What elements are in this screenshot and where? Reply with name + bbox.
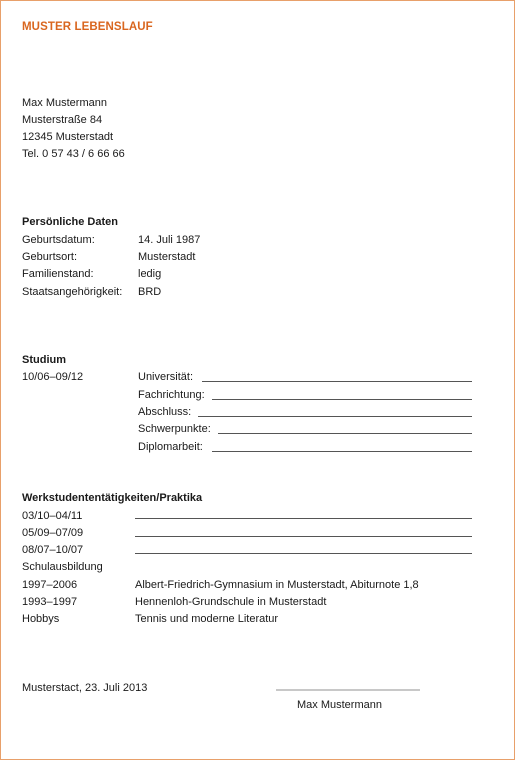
hobbys-text: Tennis und moderne Literatur bbox=[135, 613, 279, 625]
schule-text: Hennenloh-Grundschule in Musterstadt bbox=[135, 596, 327, 608]
praktika-heading: Werkstudententätigkeiten/Praktika bbox=[22, 492, 203, 504]
studium-period: 10/06–09/12 bbox=[22, 371, 84, 383]
fill-in-line bbox=[135, 518, 472, 519]
studium-field-label: Universität: bbox=[138, 371, 194, 383]
personal-label: Geburtsort: bbox=[22, 251, 78, 263]
fill-in-line bbox=[212, 399, 472, 400]
personal-heading: Persönliche Daten bbox=[22, 216, 118, 228]
schule-period: 1997–2006 bbox=[22, 579, 78, 591]
address-name: Max Mustermann bbox=[22, 97, 107, 109]
praktika-period: 03/10–04/11 bbox=[22, 510, 83, 522]
personal-value: ledig bbox=[138, 268, 162, 280]
hobbys-label: Hobbys bbox=[22, 613, 60, 625]
studium-field-label: Schwerpunkte: bbox=[138, 423, 211, 435]
fill-in-line bbox=[202, 381, 472, 382]
studium-field-label: Abschluss: bbox=[138, 406, 192, 418]
schule-heading: Schulausbildung bbox=[22, 561, 103, 573]
praktika-period: 05/09–07/09 bbox=[22, 527, 84, 539]
personal-label: Geburtsdatum: bbox=[22, 234, 95, 246]
fill-in-line bbox=[135, 536, 472, 537]
document-title: MUSTER LEBENSLAUF bbox=[22, 21, 153, 33]
address-city: 12345 Musterstadt bbox=[22, 131, 114, 143]
studium-heading: Studium bbox=[22, 354, 66, 366]
personal-value: Musterstadt bbox=[138, 251, 196, 263]
address-street: Musterstraße 84 bbox=[22, 114, 103, 126]
fill-in-line bbox=[218, 433, 472, 434]
signature-line bbox=[276, 689, 420, 691]
studium-field-label: Diplomarbeit: bbox=[138, 441, 203, 453]
schule-period: 1993–1997 bbox=[22, 596, 78, 608]
signature-name: Max Mustermann bbox=[297, 699, 382, 711]
personal-value: 14. Juli 1987 bbox=[138, 234, 201, 246]
personal-label: Familienstand: bbox=[22, 268, 94, 280]
personal-label: Staatsangehörigkeit: bbox=[22, 286, 123, 298]
address-phone: Tel. 0 57 43 / 6 66 66 bbox=[22, 148, 125, 160]
fill-in-line bbox=[212, 451, 472, 452]
studium-field-label: Fachrichtung: bbox=[138, 389, 205, 401]
praktika-period: 08/07–10/07 bbox=[22, 544, 84, 556]
fill-in-line bbox=[135, 553, 472, 554]
schule-text: Albert-Friedrich-Gymnasium in Musterstadt, Abiturnote 1,8 bbox=[135, 579, 419, 591]
personal-value: BRD bbox=[138, 286, 162, 298]
fill-in-line bbox=[198, 416, 472, 417]
place-date: Musterstact, 23. Juli 2013 bbox=[22, 682, 148, 694]
